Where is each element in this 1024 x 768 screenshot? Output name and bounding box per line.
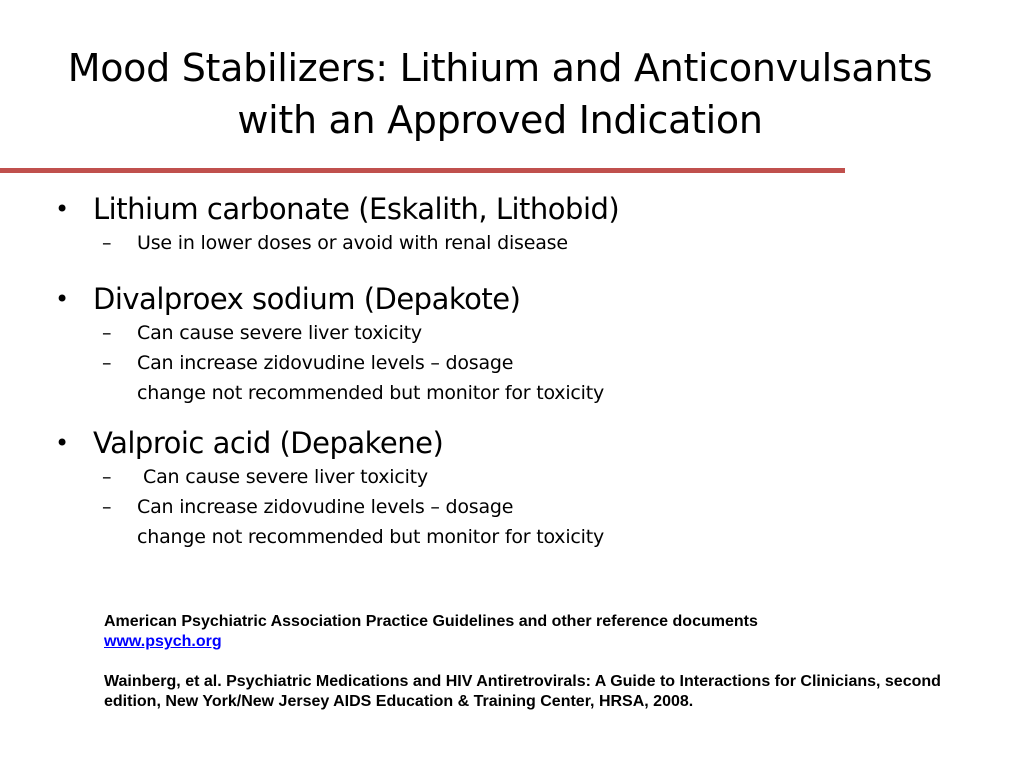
bullet-item	[55, 424, 955, 462]
bullet-text: Lithium carbonate (Eskalith, Lithobid)	[93, 192, 620, 226]
sub-bullet-continuation: change not recommended but monitor for toxicity	[137, 526, 605, 548]
dash-icon: –	[102, 322, 112, 344]
slide-title	[40, 42, 960, 146]
title-line-2: with an Approved Indication	[237, 98, 763, 142]
dash-icon: –	[102, 496, 112, 518]
references	[104, 612, 954, 732]
reference-link[interactable]: www.psych.org	[104, 633, 222, 650]
title-divider	[0, 168, 845, 173]
reference-apa	[104, 612, 954, 652]
sub-bullet-text: Can increase zidovudine levels – dosage	[137, 496, 514, 518]
sub-bullet-item	[55, 492, 955, 522]
dash-icon: –	[102, 232, 112, 254]
bullet-icon: •	[55, 285, 69, 313]
bullet-text: Valproic acid (Depakene)	[93, 426, 444, 460]
bullet-icon: •	[55, 429, 69, 457]
sub-bullet-text: Can cause severe liver toxicity	[137, 322, 422, 344]
bullet-item	[55, 280, 955, 318]
sub-bullet-text: Can cause severe liver toxicity	[143, 466, 428, 488]
sub-bullet-text: Can increase zidovudine levels – dosage	[137, 352, 514, 374]
reference-text: Wainberg, et al. Psychiatric Medications and HIV Antiretrovirals: A Guide to Interactions for Clinicians, second edition, New York/New Jersey AIDS Education & Training Center, HRSA, 2008.	[104, 673, 941, 710]
bullet-group-divalproex	[55, 280, 955, 408]
bullet-group-valproic	[55, 424, 955, 552]
sub-bullet-text: Use in lower doses or avoid with renal disease	[137, 232, 568, 254]
bullet-item	[55, 190, 955, 228]
sub-bullet-continuation: change not recommended but monitor for toxicity	[137, 382, 605, 404]
bullet-icon: •	[55, 195, 69, 223]
bullet-text: Divalproex sodium (Depakote)	[93, 282, 521, 316]
reference-text: American Psychiatric Association Practice Guidelines and other reference documents	[104, 613, 758, 630]
title-line-1: Mood Stabilizers: Lithium and Anticonvulsants	[67, 46, 933, 90]
bullet-group-lithium	[55, 190, 955, 258]
dash-icon: –	[102, 352, 112, 374]
sub-bullet-item	[55, 228, 955, 258]
sub-bullet-item	[55, 348, 955, 378]
sub-bullet-item	[55, 462, 955, 492]
bullet-list	[55, 190, 955, 568]
reference-wainberg	[104, 672, 954, 712]
dash-icon: –	[102, 466, 112, 488]
sub-bullet-item	[55, 318, 955, 348]
